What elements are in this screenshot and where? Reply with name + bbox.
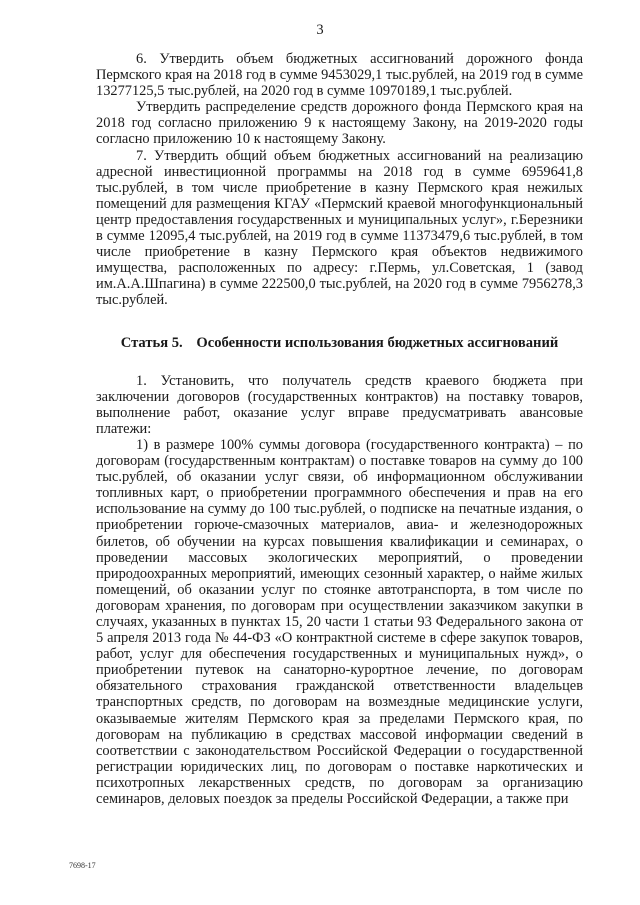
document-body bbox=[96, 51, 583, 807]
paragraph-investment-program: 7. Утвердить общий объем бюджетных ассигнований на реализацию адресной инвестиционной программы на 2018 год в сумме 6959641,8 тыс.рублей, в том числе приобретение в казну Пермского края нежилых помещений для размещения КГАУ «Пермский краевой многофункциональный центр предоставления государственных и муниципальных услуг», г.Березники в сумме 12095,4 тыс.рублей, на 2019 год в сумме 11373479,6 тыс.рублей, в том числе приобретение в казну Пермского края объектов недвижимого имущества, расположенных по адресу: г.Пермь, ул.Советская, 1 (завод им.А.А.Шпагина) в сумме 222500,0 тыс.рублей, на 2020 год в сумме 7956278,3 тыс.рублей. bbox=[96, 147, 583, 309]
article-number: Статья 5. bbox=[120, 334, 183, 351]
article-title: Особенности использования бюджетных ассигнований bbox=[196, 334, 559, 351]
footer-document-code: 7698-17 bbox=[69, 861, 96, 870]
paragraph-road-fund-distribution: Утвердить распределение средств дорожного фонда Пермского края на 2018 год согласно приложению 9 к настоящему Закону, на 2019-2020 годы согласно приложению 10 к настоящему Закону. bbox=[96, 99, 583, 148]
paragraph-advance-payments-100-percent: 1) в размере 100% суммы договора (государственного контракта) – по договорам (государственным контрактам) о поставке товаров на сумму до 100 тыс.рублей, об оказании услуг связи, об информационном обслуживании топливных карт, о приобретении программного обеспечения и прав на его использование на сумму до 100 тыс.рублей, о подписке на печатные издания, о приобретении горюче-смазочных материалов, авиа- и железнодорожных билетов, об обучении на курсах повышения квалификации и семинарах, о проведении массовых экологических мероприятий, о проведении природоохранных мероприятий, имеющих сезонный характер, о найме жилых помещений, об оказании услуг по стоянке автотранспорта, в том числе по договорам хранения, по договорам при осуществлении заказчиком закупки в случаях, указанных в пунктах 15, 20 части 1 статьи 93 Федерального закона от 5 апреля 2013 года № 44-ФЗ «О контрактной системе в сфере закупок товаров, работ, услуг для обеспечения государственных и муниципальных нужд», о приобретении путевок на санаторно-курортное лечение, по договорам обязательного страхования гражданской ответственности владельцев транспортных средств, по договорам на возмездные медицинские услуги, оказываемые жителям Пермского края за пределами Пермского края, по договорам на публикацию в средствах массовой информации сведений в соответствии с законодательством Российской Федерации о государственной регистрации юридических лиц, по договорам о поставке наркотических и психотропных лекарственных средств, по договорам за организацию семинаров, деловых поездок за пределы Российской Федерации, а также при bbox=[96, 436, 583, 808]
page-number: 3 bbox=[316, 22, 324, 38]
article-heading bbox=[96, 335, 583, 351]
paragraph-road-fund-amounts: 6. Утвердить объем бюджетных ассигнований дорожного фонда Пермского края на 2018 год в сумме 9453029,1 тыс.рублей, на 2019 год в сумме 13277125,5 тыс.рублей, на 2020 год в сумме 10970189,1 тыс.рублей. bbox=[96, 51, 583, 100]
paragraph-advance-payments-intro: 1. Установить, что получатель средств краевого бюджета при заключении договоров (государственных контрактов) на поставку товаров, выполнение работ, оказание услуг вправе предусматривать авансовые платежи: bbox=[96, 372, 583, 437]
